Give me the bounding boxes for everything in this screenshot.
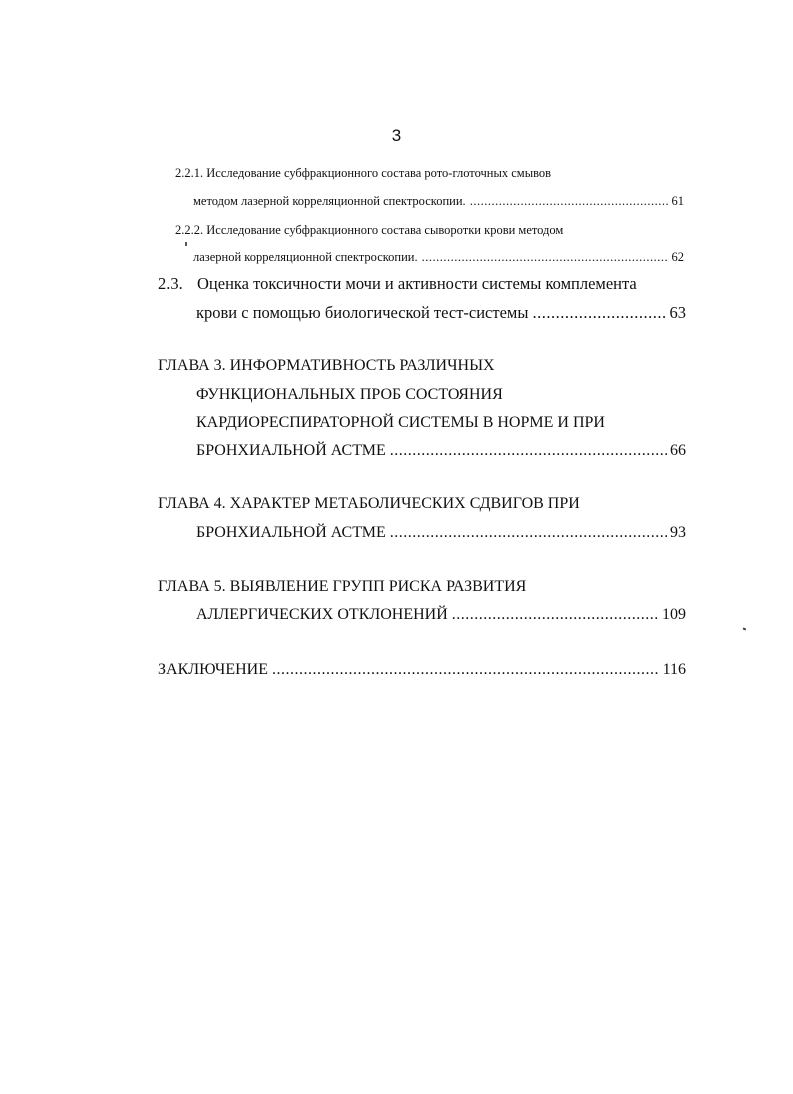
toc-page-number: 61 [671, 194, 684, 208]
dot-leader [470, 193, 669, 209]
scan-mark [743, 628, 746, 630]
toc-chapter-3-line4: БРОНХИАЛЬНОЙ АСТМЕ ..... 66 [196, 441, 686, 461]
toc-entry-2-2-2-line2: лазерной корреляционной спектроскопии. ..... 62 [193, 249, 684, 265]
section-number: 2.3. [158, 274, 183, 293]
scan-mark [185, 242, 187, 246]
toc-page-number: 66 [670, 442, 686, 459]
dot-leader [390, 523, 667, 543]
toc-conclusion: ЗАКЛЮЧЕНИЕ ..... 116 [158, 660, 686, 680]
toc-page-number: 116 [662, 661, 686, 678]
toc-page-number: 93 [670, 524, 686, 541]
toc-chapter-3-line3: КАРДИОРЕСПИРАТОРНОЙ СИСТЕМЫ В НОРМЕ И ПРИ [196, 414, 605, 431]
dot-leader [532, 303, 666, 323]
toc-entry-2-2-1-line1: 2.2.1. Исследование субфракционного состава рото-глоточных смывов [175, 166, 552, 180]
toc-page-number: 63 [669, 303, 686, 322]
toc-entry-2-3-line1: 2.3. Оценка токсичности мочи и активности системы комплемента [158, 274, 637, 293]
dot-leader [390, 441, 667, 461]
page-number: 3 [391, 126, 402, 145]
dot-leader [452, 605, 659, 625]
toc-chapter-4-line1: ГЛАВА 4. ХАРАКТЕР МЕТАБОЛИЧЕСКИХ СДВИГОВ ПРИ [158, 495, 580, 512]
toc-chapter-4-line2: БРОНХИАЛЬНОЙ АСТМЕ ..... 93 [196, 523, 686, 543]
toc-chapter-5-line2: АЛЛЕРГИЧЕСКИХ ОТКЛОНЕНИЙ ..... 109 [196, 605, 686, 625]
toc-entry-2-2-2-line1: 2.2.2. Исследование субфракционного состава сыворотки крови методом [175, 223, 564, 237]
toc-chapter-3-line1: ГЛАВА 3. ИНФОРМАТИВНОСТЬ РАЗЛИЧНЫХ [158, 357, 495, 374]
dot-leader [272, 660, 660, 680]
toc-entry-2-3-line2: крови с помощью биологической тест-системы ..... 63 [196, 303, 686, 323]
toc-chapter-5-line1: ГЛАВА 5. ВЫЯВЛЕНИЕ ГРУПП РИСКА РАЗВИТИЯ [158, 578, 527, 595]
toc-entry-2-2-1-line2: методом лазерной корреляционной спектроскопии. ..... 61 [193, 193, 684, 209]
toc-page-number: 62 [671, 250, 684, 264]
toc-page-number: 109 [662, 606, 686, 623]
toc-chapter-3-line2: ФУНКЦИОНАЛЬНЫХ ПРОБ СОСТОЯНИЯ [196, 386, 503, 403]
dot-leader [422, 249, 669, 265]
